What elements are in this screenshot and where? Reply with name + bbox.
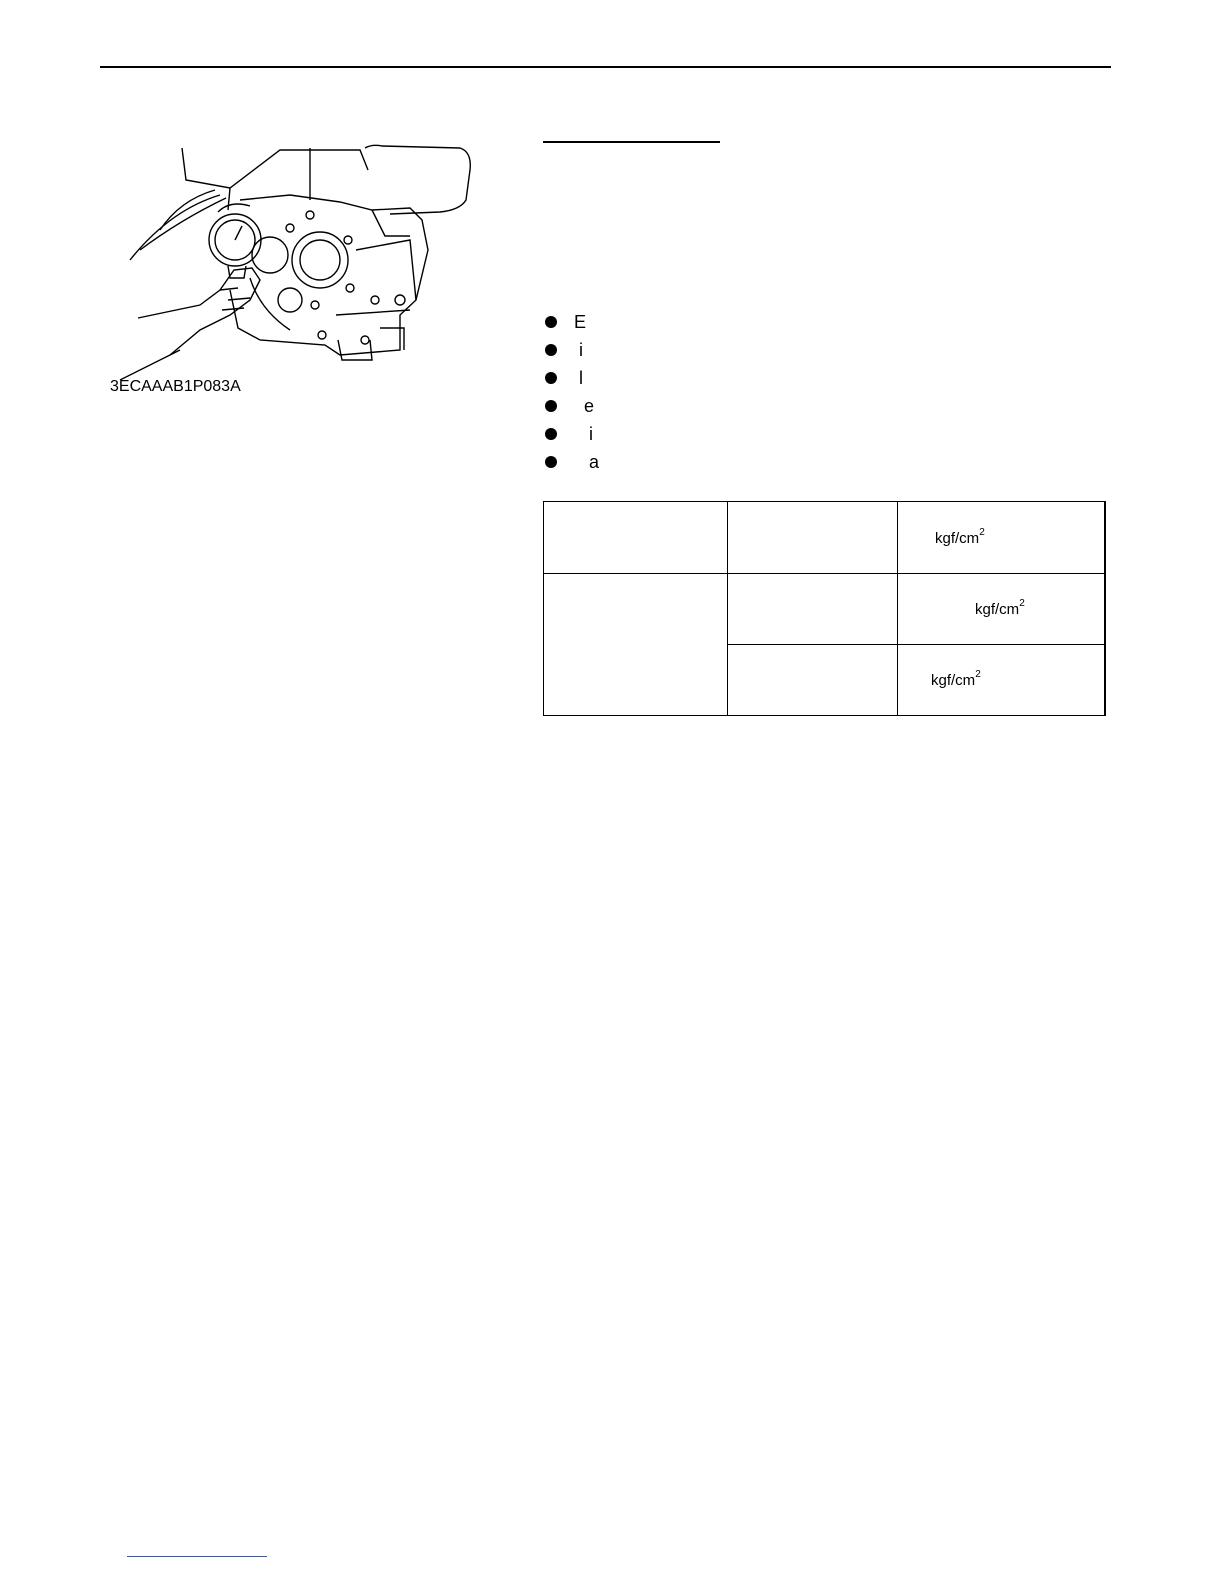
footer-link-underline[interactable] bbox=[127, 1556, 267, 1557]
unit-exponent: 2 bbox=[1019, 598, 1025, 609]
table-cell bbox=[728, 645, 898, 716]
bullet-icon bbox=[545, 456, 557, 468]
list-item-text: i bbox=[574, 340, 583, 360]
pressure-unit bbox=[931, 671, 981, 689]
table-cell bbox=[728, 574, 898, 645]
list-item-text: i bbox=[574, 424, 594, 444]
list-item bbox=[543, 364, 599, 392]
table-row bbox=[544, 502, 1106, 574]
bullet-icon bbox=[545, 316, 557, 328]
section-heading-underline bbox=[543, 141, 720, 143]
table-cell bbox=[898, 574, 1106, 645]
bullet-icon bbox=[545, 372, 557, 384]
list-item bbox=[543, 336, 599, 364]
table-cell bbox=[544, 502, 728, 574]
table-row bbox=[544, 574, 1106, 645]
bullet-icon bbox=[545, 428, 557, 440]
engine-gauge-illustration bbox=[110, 140, 490, 380]
table-cell bbox=[544, 574, 728, 716]
unit-exponent: 2 bbox=[979, 526, 985, 538]
table-cell bbox=[728, 502, 898, 574]
list-item-text: a bbox=[574, 452, 600, 472]
unit-text: kgf/cm bbox=[935, 529, 980, 547]
list-item bbox=[543, 448, 599, 476]
list-item-text: E bbox=[574, 312, 587, 332]
bullet-list bbox=[543, 308, 599, 476]
bullet-icon bbox=[545, 344, 557, 356]
list-item bbox=[543, 420, 599, 448]
list-item bbox=[543, 308, 599, 336]
unit-text: kgf/cm bbox=[931, 672, 976, 689]
unit-exponent: 2 bbox=[975, 669, 981, 680]
pressure-unit bbox=[935, 526, 985, 547]
spec-table bbox=[543, 501, 1106, 716]
bullet-icon bbox=[545, 400, 557, 412]
header-rule bbox=[100, 66, 1111, 68]
figure-caption: 3ECAAAB1P083A bbox=[110, 378, 241, 395]
list-item-text: l bbox=[574, 368, 583, 388]
pressure-unit bbox=[975, 600, 1025, 618]
table-cell bbox=[898, 645, 1106, 716]
unit-text: kgf/cm bbox=[975, 601, 1020, 618]
list-item bbox=[543, 392, 599, 420]
list-item-text: e bbox=[574, 396, 595, 416]
table-cell bbox=[898, 502, 1106, 574]
